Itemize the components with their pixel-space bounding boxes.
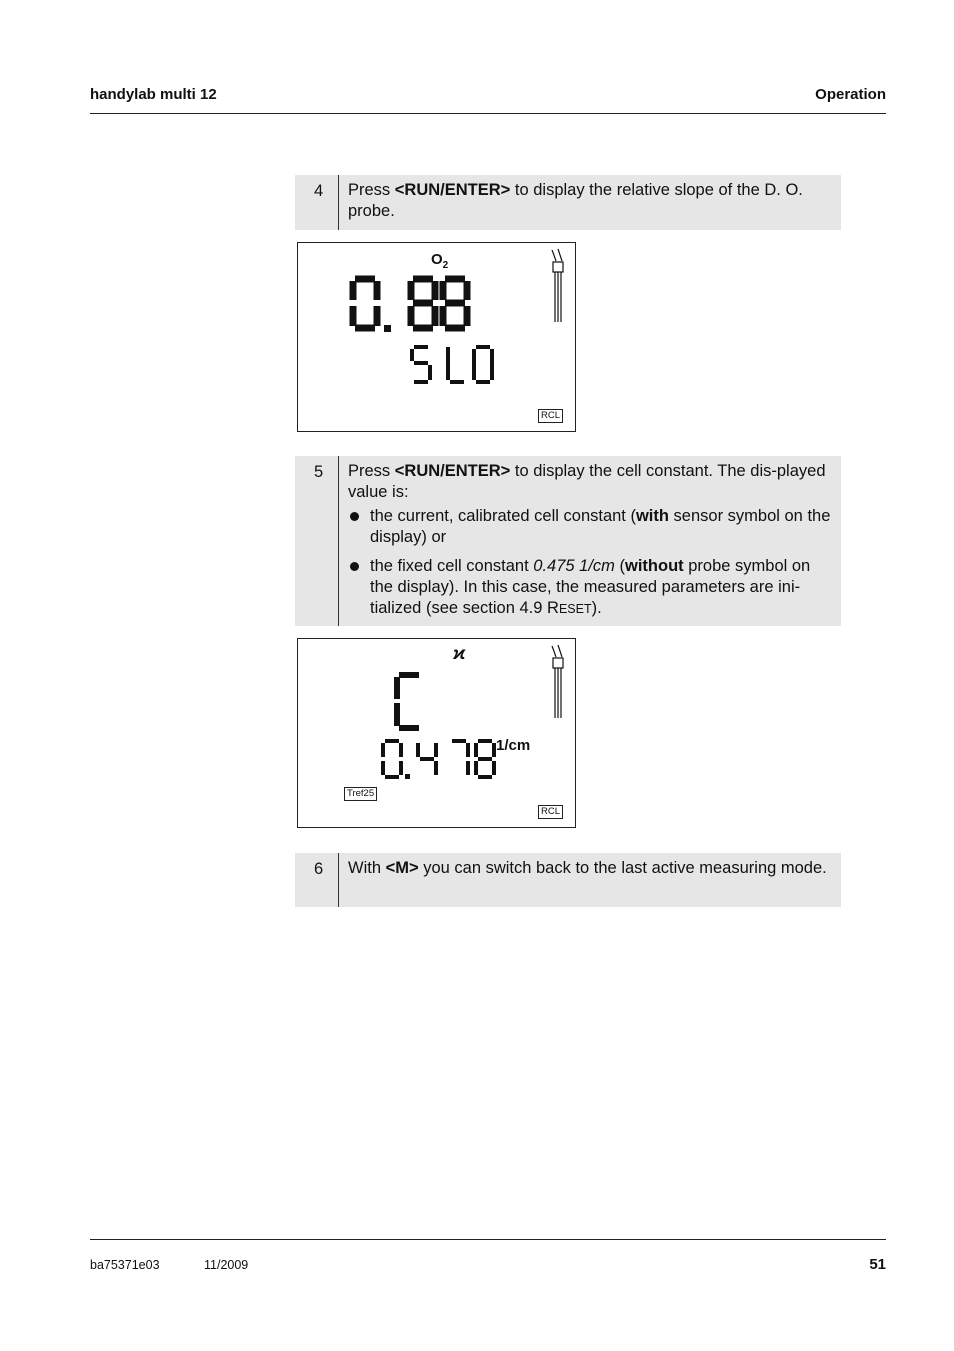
- step-5: [295, 456, 841, 626]
- rcl-indicator: RCL: [538, 805, 563, 819]
- step-text: Press <RUN/ENTER> to display the relative slope of the D. O. probe.: [348, 181, 803, 220]
- footer-date: 11/2009: [204, 1258, 249, 1272]
- rcl-indicator: RCL: [538, 409, 563, 423]
- step-number: 6: [295, 853, 339, 907]
- key-run-enter: <RUN/ENTER>: [394, 462, 511, 480]
- probe-icon: [552, 645, 563, 718]
- lcd-display-cell-constant: [297, 638, 576, 828]
- lcd-segments: [298, 243, 577, 433]
- step-6: [295, 853, 841, 907]
- main-value-digits: [353, 279, 467, 328]
- page-number: 51: [869, 1256, 886, 1273]
- footer-rule: [90, 1239, 886, 1240]
- secondary-value-digits: [383, 741, 494, 777]
- bullet-item: the current, calibrated cell constant (with sensor symbol on the display) or: [348, 506, 831, 548]
- step-number: 5: [295, 456, 339, 626]
- reset-reference: RESET: [547, 599, 592, 617]
- decimal-point: [405, 774, 410, 779]
- step-text: Press <RUN/ENTER> to display the cell constant. The dis-played value is: the current, calibrated cell constant (with sensor symbol on the display) or the fixed cell constant 0.475 1/cm (without probe symbol on the display). In this case, the measured parameters are ini-tialized (see section 4.9 RESET).: [348, 456, 841, 628]
- bullet-icon: [350, 562, 359, 571]
- unit-label: 1/cm: [496, 737, 531, 754]
- conductivity-symbol: ϰ: [453, 643, 466, 663]
- decimal-point: [384, 325, 391, 332]
- header-rule: [90, 113, 886, 114]
- running-header-title: handylab multi 12: [90, 86, 217, 103]
- step-number: 4: [295, 175, 339, 230]
- bullet-icon: [350, 512, 359, 521]
- step-text: With <M> you can switch back to the last active measuring mode.: [348, 859, 827, 877]
- bullet-item: the fixed cell constant 0.475 1/cm (without probe symbol on the display). In this case, the measured parameters are ini-tialized (see section 4.9 RESET).: [348, 556, 831, 620]
- secondary-segments: [412, 347, 492, 382]
- footer-doc-id: ba75371e03: [90, 1258, 160, 1272]
- main-value-c: [397, 675, 419, 728]
- lcd-display-slope: [297, 242, 576, 432]
- step-4: [295, 175, 841, 230]
- probe-icon: [552, 249, 563, 322]
- tref25-indicator: Tref25: [344, 787, 377, 801]
- running-header-section: Operation: [815, 86, 886, 103]
- key-m: <M>: [385, 859, 419, 877]
- key-run-enter: <RUN/ENTER>: [394, 181, 511, 199]
- parameter-o2-label: $O_2$: [431, 251, 449, 271]
- lcd-segments: [298, 639, 577, 829]
